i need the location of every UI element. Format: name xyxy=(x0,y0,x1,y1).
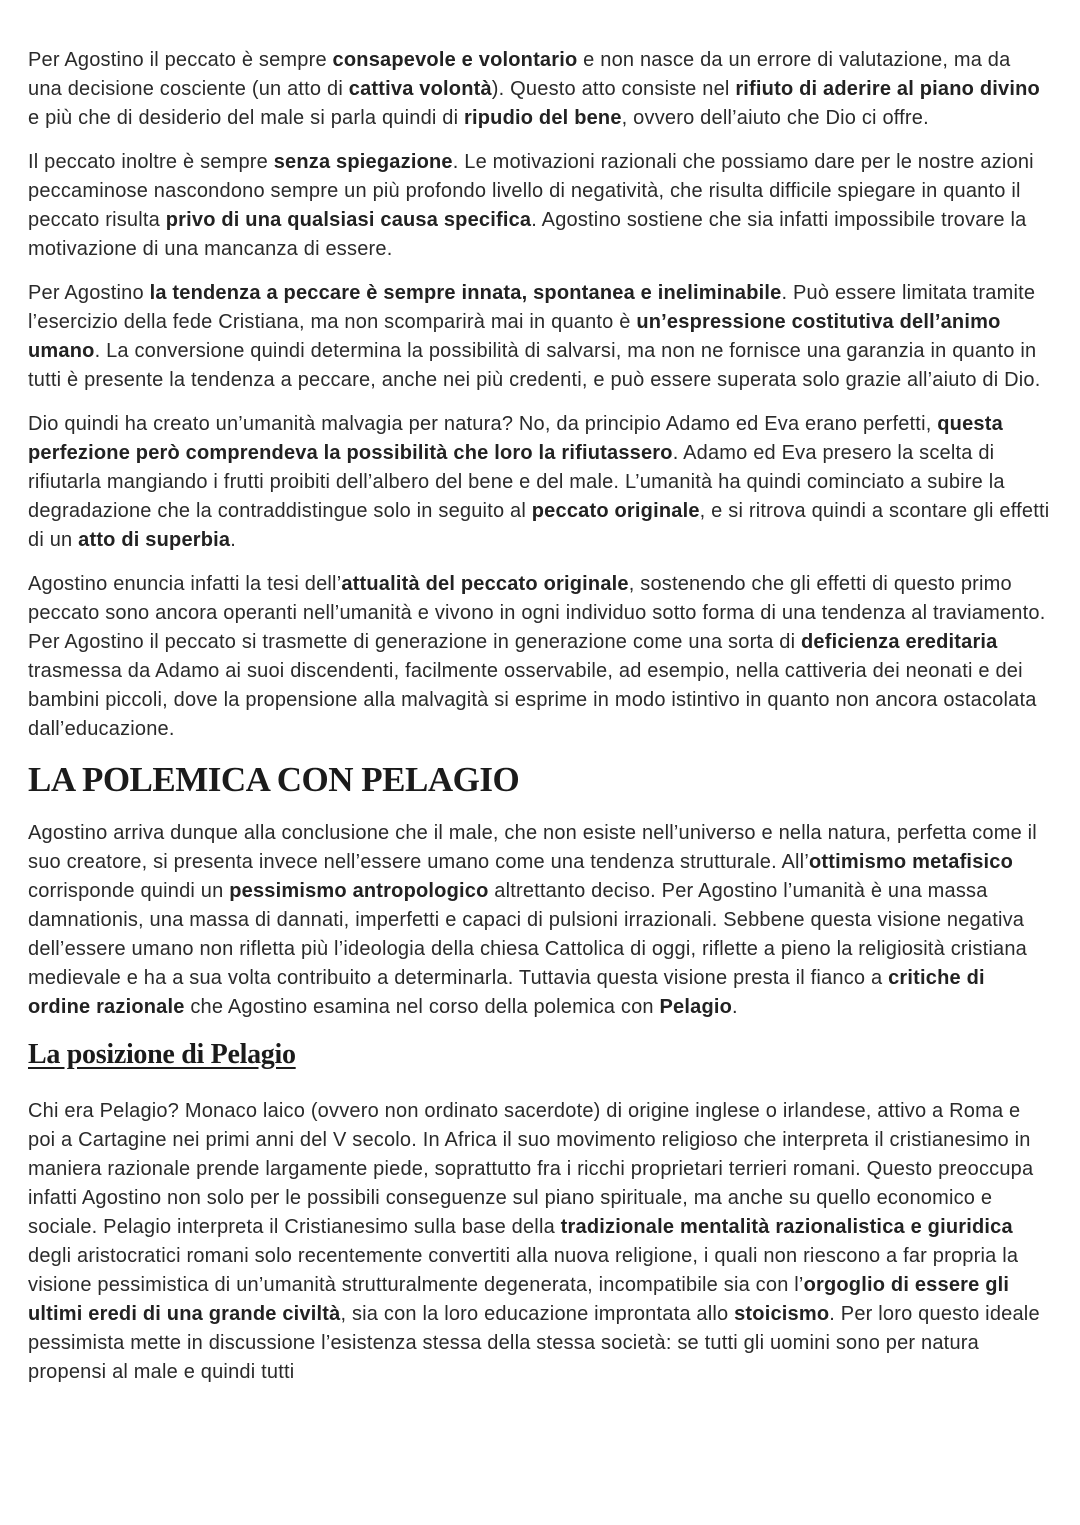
text-run: altrettanto deciso. Per Agostino l’umanità è una massa damnationis, una massa di dannati, imperfetti e capaci di pulsioni irrazionali. Sebbene questa visione negativa dell’essere umano non rifletta più l’ideologia della chiesa Cattolica di oggi, riflette a pieno la religiosità cristiana medievale e ha a sua volta contribuito a determinarla. Tuttavia questa visione presta il fianco a xyxy=(28,880,1027,989)
text-run: corrisponde quindi un xyxy=(28,880,230,902)
text-run: , sia con la loro educazione improntata allo xyxy=(340,1303,735,1325)
text-run: . Adamo ed Eva presero la scelta di rifiutarla mangiando i frutti proibiti dell’albero del bene e del male. L’umanità ha quindi cominciato a subire la degradazione che la contraddistingue solo in seguito al xyxy=(28,442,1005,522)
text-run: , sostenendo che gli effetti di questo primo peccato sono ancora operanti nell’umanità e vivono in ogni individuo sotto forma di una tendenza al traviamento. Per Agostino il peccato si trasmette di generazione in generazione come una sorta di xyxy=(28,573,1046,653)
text-run: . xyxy=(732,996,738,1018)
subsection-heading: La posizione di Pelagio xyxy=(28,1039,296,1070)
text-run: , e si ritrova quindi a scontare gli effetti di un xyxy=(28,500,1050,551)
text-run: e più che di desiderio del male si parla quindi di xyxy=(28,107,465,129)
bold-text-run: stoicismo xyxy=(734,1303,830,1325)
bold-text-run: la tendenza a peccare è sempre innata, spontanea e ineliminabile xyxy=(149,282,782,304)
bold-text-run: ripudio del bene xyxy=(464,107,622,129)
bold-text-run: ottimismo metafisico xyxy=(808,851,1014,873)
bold-text-run: pessimismo antropologico xyxy=(229,880,489,902)
text-run: Agostino arriva dunque alla conclusione che il male, che non esiste nell’universo e nella natura, perfetta come il suo creatore, si presenta invece nell’essere umano come una tendenza strutturale. All’ xyxy=(28,822,1037,873)
text-run: . Le motivazioni razionali che possiamo dare per le nostre azioni peccaminose nascondono sempre un più profondo livello di negatività, che risulta difficile spiegare in quanto il peccato risulta xyxy=(28,151,1034,231)
paragraph xyxy=(28,46,1050,133)
text-run: trasmessa da Adamo ai suoi discendenti, facilmente osservabile, ad esempio, nella cattiveria dei neonati e dei bambini piccoli, dove la propensione alla malvagità si esprime in modo istintivo in quanto non ancora ostacolata dall’educazione. xyxy=(28,660,1037,740)
text-run: Il peccato inoltre è sempre xyxy=(28,151,274,173)
paragraph xyxy=(28,410,1050,555)
bold-text-run: peccato originale xyxy=(531,500,700,522)
text-run: ). Questo atto consiste nel xyxy=(491,78,736,100)
paragraph xyxy=(28,570,1050,744)
bold-text-run: rifiuto di aderire al piano divino xyxy=(735,78,1040,100)
paragraph xyxy=(28,1097,1050,1387)
paragraph xyxy=(28,148,1050,264)
paragraph xyxy=(28,819,1050,1022)
document-content xyxy=(28,46,1050,1387)
bold-text-run: critiche di ordine razionale xyxy=(28,967,985,1018)
bold-text-run: consapevole e volontario xyxy=(332,49,578,71)
text-run: Agostino enuncia infatti la tesi dell’ xyxy=(28,573,342,595)
text-run: che Agostino esamina nel corso della polemica con xyxy=(184,996,660,1018)
bold-text-run: Pelagio xyxy=(659,996,733,1018)
bold-text-run: questa perfezione però comprendeva la possibilità che loro la rifiutassero xyxy=(28,413,1003,464)
bold-text-run: senza spiegazione xyxy=(273,151,453,173)
bold-text-run: atto di superbia xyxy=(78,529,231,551)
text-run: Per Agostino il peccato è sempre xyxy=(28,49,333,71)
text-run: Dio quindi ha creato un’umanità malvagia per natura? No, da principio Adamo ed Eva erano perfetti, xyxy=(28,413,938,435)
text-run: e non nasce da un errore di valutazione, ma da una decisione cosciente (un atto di xyxy=(28,49,1011,100)
text-run: . Agostino sostiene che sia infatti impossibile trovare la motivazione di una mancanza di essere. xyxy=(28,209,1027,260)
text-run: degli aristocratici romani solo recentemente convertiti alla nuova religione, i quali non riescono a far propria la visione pessimistica di un’umanità strutturalmente degenerata, incompatibile sia con l’ xyxy=(28,1245,1019,1296)
text-run: . Per loro questo ideale pessimista mette in discussione l’esistenza stessa della stessa società: se tutti gli uomini sono per natura propensi al male e quindi tutti xyxy=(28,1303,1040,1383)
section-heading: LA POLEMICA CON PELAGIO xyxy=(28,760,520,799)
paragraph xyxy=(28,279,1050,395)
text-run: Chi era Pelagio? Monaco laico (ovvero non ordinato sacerdote) di origine inglese o irlandese, attivo a Roma e poi a Cartagine nei primi anni del V secolo. In Africa il suo movimento religioso che interpreta il cristianesimo in maniera razionale prende largamente piede, soprattutto fra i ricchi proprietari terrieri romani. Questo preoccupa infatti Agostino non solo per le possibili conseguenze sul piano spirituale, ma anche su quello economico e sociale. Pelagio interpreta il Cristianesimo sulla base della xyxy=(28,1100,1034,1238)
text-run: . xyxy=(230,529,237,551)
bold-text-run: un’espressione costitutiva dell’animo umano xyxy=(28,311,1001,362)
bold-text-run: privo di una qualsiasi causa specifica xyxy=(165,209,532,231)
text-run: , ovvero dell’aiuto che Dio ci offre. xyxy=(621,107,929,129)
bold-text-run: deficienza ereditaria xyxy=(801,631,998,653)
bold-text-run: cattiva volontà xyxy=(348,78,492,100)
bold-text-run: attualità del peccato originale xyxy=(341,573,629,595)
bold-text-run: orgoglio di essere gli ultimi eredi di una grande civiltà xyxy=(28,1274,1010,1325)
text-run: Per Agostino xyxy=(28,282,150,304)
text-run: . Può essere limitata tramite l’esercizio della fede Cristiana, ma non scomparirà mai in quanto è xyxy=(28,282,1036,333)
text-run: . La conversione quindi determina la possibilità di salvarsi, ma non ne fornisce una garanzia in quanto in tutti è presente la tendenza a peccare, anche nei più credenti, e può essere superata solo grazie all’aiuto di Dio. xyxy=(28,340,1041,391)
bold-text-run: tradizionale mentalità razionalistica e giuridica xyxy=(560,1216,1013,1238)
